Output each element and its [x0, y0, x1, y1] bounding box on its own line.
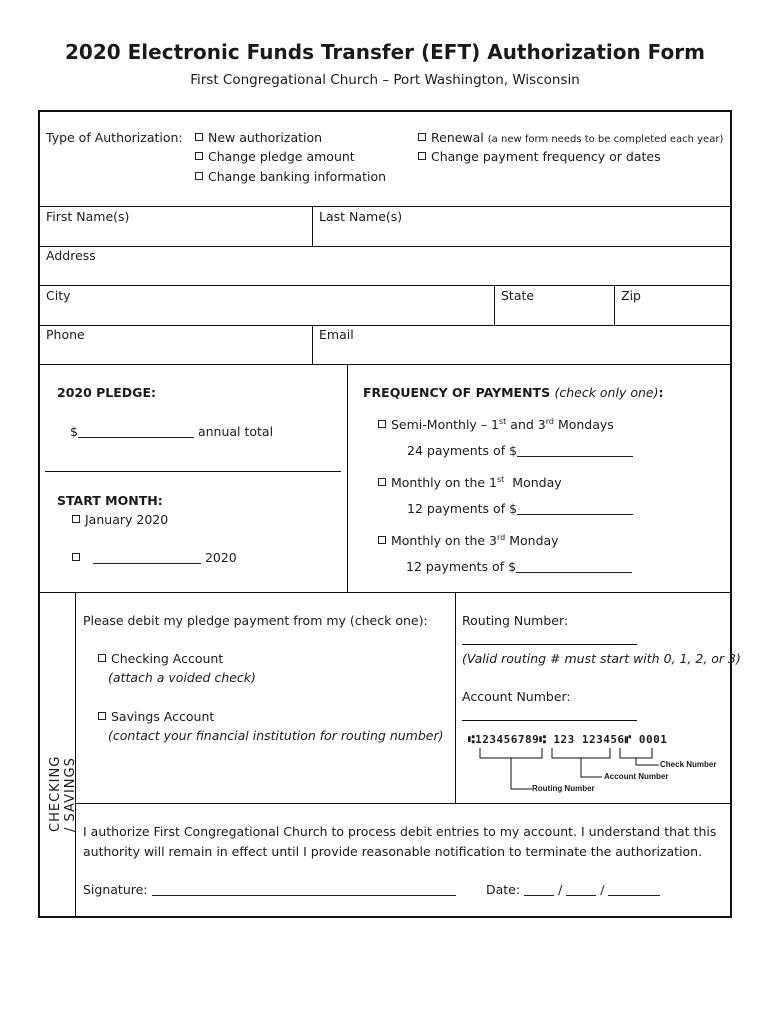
auth-statement-line1: I authorize First Congregational Church to process debit entries to my account. I understand that this: [83, 824, 717, 839]
divider: [40, 246, 730, 247]
checking-note: (attach a voided check): [108, 670, 256, 685]
date-year-input[interactable]: [608, 883, 660, 896]
divider: [40, 325, 730, 326]
account-type-savings[interactable]: Savings Account: [98, 709, 214, 724]
zip-field[interactable]: Zip: [621, 288, 641, 303]
micr-line: ⑆123456789⑆ 123 123456⑈ 0001: [468, 733, 668, 746]
debit-prompt: Please debit my pledge payment from my (check one):: [83, 613, 428, 628]
signature-input[interactable]: [152, 883, 456, 896]
city-field[interactable]: City: [46, 288, 71, 303]
email-field[interactable]: Email: [319, 327, 354, 342]
last-name-field[interactable]: Last Name(s): [319, 209, 403, 224]
amount-blank[interactable]: [517, 444, 633, 457]
option-new-authorization[interactable]: New authorization: [195, 130, 322, 145]
checkbox-icon: [418, 152, 426, 160]
divider: [45, 471, 341, 472]
state-field[interactable]: State: [501, 288, 535, 303]
freq-semi-monthly[interactable]: Semi-Monthly – 1st and 3rd Mondays: [378, 417, 614, 432]
option-change-pledge[interactable]: Change pledge amount: [195, 149, 355, 164]
payments-12-third: 12 payments of $: [406, 559, 632, 574]
checkbox-icon: [195, 133, 203, 141]
auth-statement-line2: authority will remain in effect until I provide reasonable notification to terminate the authorization.: [83, 844, 703, 859]
date-field: Date: / /: [486, 882, 660, 897]
check-number-tag: Check Number: [660, 760, 717, 769]
address-field[interactable]: Address: [46, 248, 96, 263]
account-number-input[interactable]: [462, 720, 637, 721]
checkbox-icon: [98, 712, 106, 720]
checkbox-icon: [378, 536, 386, 544]
amount-blank[interactable]: [517, 502, 633, 515]
divider: [40, 285, 730, 286]
renewal-note: (a new form needs to be completed each year): [487, 134, 724, 145]
month-blank[interactable]: [93, 551, 201, 564]
start-option-january[interactable]: January 2020: [72, 512, 168, 527]
authorization-type-label: Type of Authorization:: [46, 130, 183, 145]
phone-field[interactable]: Phone: [46, 327, 85, 342]
divider: [614, 285, 615, 325]
checkbox-icon: [98, 654, 106, 662]
check-diagram: [460, 744, 730, 804]
payments-12-first: 12 payments of $: [407, 501, 633, 516]
routing-number-label: Routing Number:: [462, 613, 569, 628]
freq-monthly-3rd[interactable]: Monthly on the 3rd Monday: [378, 533, 559, 548]
amount-blank[interactable]: [516, 560, 632, 573]
divider: [312, 325, 313, 364]
first-name-field[interactable]: First Name(s): [46, 209, 130, 224]
pledge-heading: 2020 PLEDGE:: [57, 385, 156, 400]
side-label-cell: [40, 592, 78, 918]
account-number-tag: Account Number: [604, 772, 669, 781]
frequency-heading: FREQUENCY OF PAYMENTS (check only one):: [363, 385, 664, 400]
option-renewal[interactable]: Renewal (a new form needs to be completed each year): [418, 130, 723, 145]
divider: [347, 364, 348, 592]
checkbox-icon: [195, 152, 203, 160]
divider: [312, 206, 313, 246]
checkbox-icon: [72, 553, 80, 561]
divider: [494, 285, 495, 325]
account-number-label: Account Number:: [462, 689, 571, 704]
annual-total-field[interactable]: $ annual total: [70, 424, 274, 439]
routing-number-tag: Routing Number: [532, 784, 595, 793]
divider: [40, 364, 730, 365]
divider: [40, 206, 730, 207]
divider: [75, 803, 730, 804]
date-day-input[interactable]: [566, 883, 596, 896]
routing-number-input[interactable]: [462, 644, 637, 645]
account-type-checking[interactable]: Checking Account: [98, 651, 223, 666]
savings-note: (contact your financial institution for routing number): [108, 728, 444, 743]
form-box: [38, 110, 741, 918]
page-subtitle: First Congregational Church – Port Washington, Wisconsin: [190, 72, 580, 88]
checkbox-icon: [378, 478, 386, 486]
page-title: 2020 Electronic Funds Transfer (EFT) Authorization Form: [65, 40, 705, 64]
start-option-other[interactable]: 2020: [72, 550, 237, 565]
routing-note: (Valid routing # must start with 0, 1, 2, or 3): [462, 651, 741, 666]
payments-24: 24 payments of $: [407, 443, 633, 458]
checkbox-icon: [72, 515, 80, 523]
amount-blank[interactable]: [78, 425, 194, 438]
checkbox-icon: [195, 172, 203, 180]
date-month-input[interactable]: [524, 883, 554, 896]
divider: [455, 592, 456, 803]
option-change-banking[interactable]: Change banking information: [195, 169, 386, 184]
checkbox-icon: [418, 133, 426, 141]
signature-field: Signature:: [83, 882, 456, 897]
option-change-frequency[interactable]: Change payment frequency or dates: [418, 149, 661, 164]
start-month-heading: START MONTH:: [57, 493, 163, 508]
freq-monthly-1st[interactable]: Monthly on the 1st Monday: [378, 475, 562, 490]
divider: [40, 592, 730, 593]
checkbox-icon: [378, 420, 386, 428]
checking-savings-label: CHECKING / SAVINGS: [48, 755, 78, 832]
